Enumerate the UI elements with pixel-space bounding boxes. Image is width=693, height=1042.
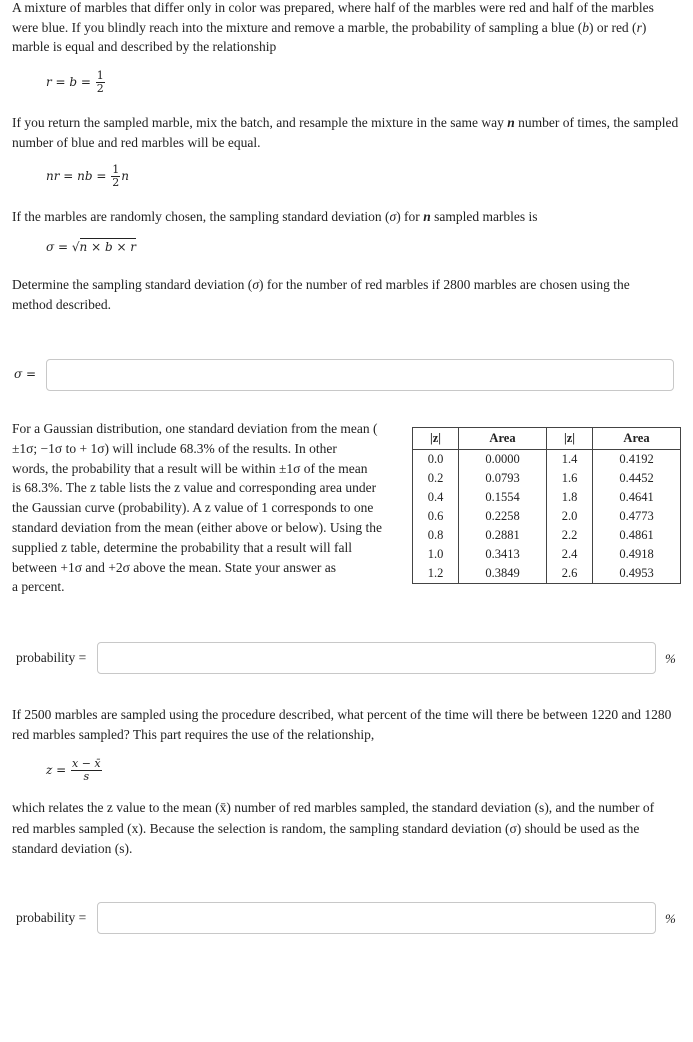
gaussian-line-2: ±1σ; −1σ to + 1σ) will include 68.3% of the results. In other (12, 440, 337, 456)
table-row (413, 488, 681, 507)
table-row (413, 469, 681, 488)
sigma-answer-label: σ = (14, 367, 37, 381)
z-cell: 1.6 (547, 469, 593, 488)
z-cell: 0.4 (413, 488, 459, 507)
area-cell: 0.1554 (459, 488, 547, 507)
gaussian-line-4: is 68.3%. The z table lists the z value and corresponding area under (12, 480, 377, 496)
area-cell: 0.4918 (593, 545, 681, 564)
probability-range-answer-label: probability = (16, 910, 87, 925)
equation-probability: r = b = $\frac{1}{2}$ (46, 69, 104, 95)
sigma-answer-input[interactable] (46, 359, 674, 391)
z-cell: 1.2 (413, 564, 459, 584)
gaussian-paragraph (12, 419, 404, 597)
area-cell: 0.4773 (593, 507, 681, 526)
equation-z: z = $\frac{x - x̄}{s}$ (46, 757, 101, 783)
probability-answer-input[interactable] (97, 642, 656, 674)
z-table-header-z: |z| (547, 428, 593, 450)
intro-line-2: were blue. If you blindly reach into the mixture and remove a marble, the probability of sampling a blue (b) or red (r) (12, 19, 647, 35)
gaussian-line-8: between +1σ and +2σ above the mean. State your answer as (12, 559, 337, 575)
z-cell: 1.0 (413, 545, 459, 564)
z-cell: 1.4 (547, 450, 593, 470)
table-row (413, 545, 681, 564)
z-cell: 2.4 (547, 545, 593, 564)
z-cell: 0.8 (413, 526, 459, 545)
z-cell: 1.8 (547, 488, 593, 507)
gaussian-line-6: standard deviation from the mean (either above or below). Using the (12, 519, 383, 535)
z-table-header-row (413, 428, 681, 450)
relates-line-1: which relates the z value to the mean (x̄) number of red marbles sampled, the standard deviation (s), and the number of (12, 800, 655, 815)
z-cell: 2.6 (547, 564, 593, 584)
table-row (413, 507, 681, 526)
fraction-z: $\frac{x - x̄}{s}$ (72, 757, 101, 783)
z-cell: 0.2 (413, 469, 459, 488)
equation-resample: nr = nb = $\frac{1}{2}$ n (46, 163, 129, 189)
intro-line-3: marble is equal and described by the relationship (12, 39, 277, 54)
area-cell: 0.4953 (593, 564, 681, 584)
question-1 (12, 275, 687, 314)
z-cell: 2.0 (547, 507, 593, 526)
question-3-line-1: If 2500 marbles are sampled using the procedure described, what percent of the time will there be between 1220 and 1280 (12, 707, 672, 722)
z-table-header-area: Area (459, 428, 547, 450)
area-cell: 0.4641 (593, 488, 681, 507)
gaussian-line-1: For a Gaussian distribution, one standard deviation from the mean ( (12, 421, 378, 436)
sd-description: If the marbles are randomly chosen, the sampling standard deviation (σ) for n sampled marbles is (12, 209, 538, 224)
fraction-one-half: $\frac{1}{2}$ (96, 69, 104, 95)
relates-paragraph (12, 798, 687, 860)
z-cell: 2.2 (547, 526, 593, 545)
question-3-line-2: red marbles sampled? This part requires the use of the relationship, (12, 726, 375, 742)
z-table-header-z: |z| (413, 428, 459, 450)
gaussian-line-3: words, the probability that a result will be within ±1σ of the mean (12, 460, 368, 476)
gaussian-line-5: the Gaussian curve (probability). A z value of 1 corresponds to one (12, 500, 374, 516)
z-table-header-area: Area (593, 428, 681, 450)
relates-line-2: red marbles sampled (x). Because the selection is random, the sampling standard deviation (σ) should be used as the (12, 820, 640, 836)
resample-line-2: number of blue and red marbles will be equal. (12, 134, 261, 150)
z-cell: 0.0 (413, 450, 459, 470)
probability-range-answer-input[interactable] (97, 902, 656, 934)
area-cell: 0.2881 (459, 526, 547, 545)
z-table (412, 427, 681, 584)
area-cell: 0.4861 (593, 526, 681, 545)
equation-sigma: σ = √n × b × r (46, 240, 137, 254)
question-3 (12, 705, 687, 744)
intro-line-1: A mixture of marbles that differ only in color was prepared, where half of the marbles were red and half of the marbles (12, 0, 654, 15)
probability-answer-label: probability = (16, 650, 87, 665)
gaussian-line-9: a percent. (12, 579, 65, 595)
intro-paragraph (12, 0, 687, 57)
table-row (413, 526, 681, 545)
area-cell: 0.3849 (459, 564, 547, 584)
gaussian-line-7: supplied z table, determine the probability that a result will fall (12, 539, 353, 555)
area-cell: 0.0793 (459, 469, 547, 488)
area-cell: 0.0000 (459, 450, 547, 470)
resample-line-1: If you return the sampled marble, mix the batch, and resample the mixture in the same way n number of times, the sampled (12, 115, 679, 130)
percent-unit-label: % (665, 911, 676, 926)
percent-unit-label: % (665, 651, 676, 666)
area-cell: 0.4452 (593, 469, 681, 488)
table-row (413, 564, 681, 584)
area-cell: 0.3413 (459, 545, 547, 564)
resample-paragraph (12, 113, 687, 152)
area-cell: 0.4192 (593, 450, 681, 470)
relates-line-3: standard deviation (s). (12, 841, 133, 856)
z-cell: 0.6 (413, 507, 459, 526)
question-1-line-1: Determine the sampling standard deviation (σ) for the number of red marbles if 2800 marbles are chosen using the (12, 277, 630, 292)
table-row (413, 450, 681, 470)
area-cell: 0.2258 (459, 507, 547, 526)
fraction-one-half-n: $\frac{1}{2}$ (112, 163, 120, 189)
question-1-line-2: method described. (12, 296, 111, 312)
